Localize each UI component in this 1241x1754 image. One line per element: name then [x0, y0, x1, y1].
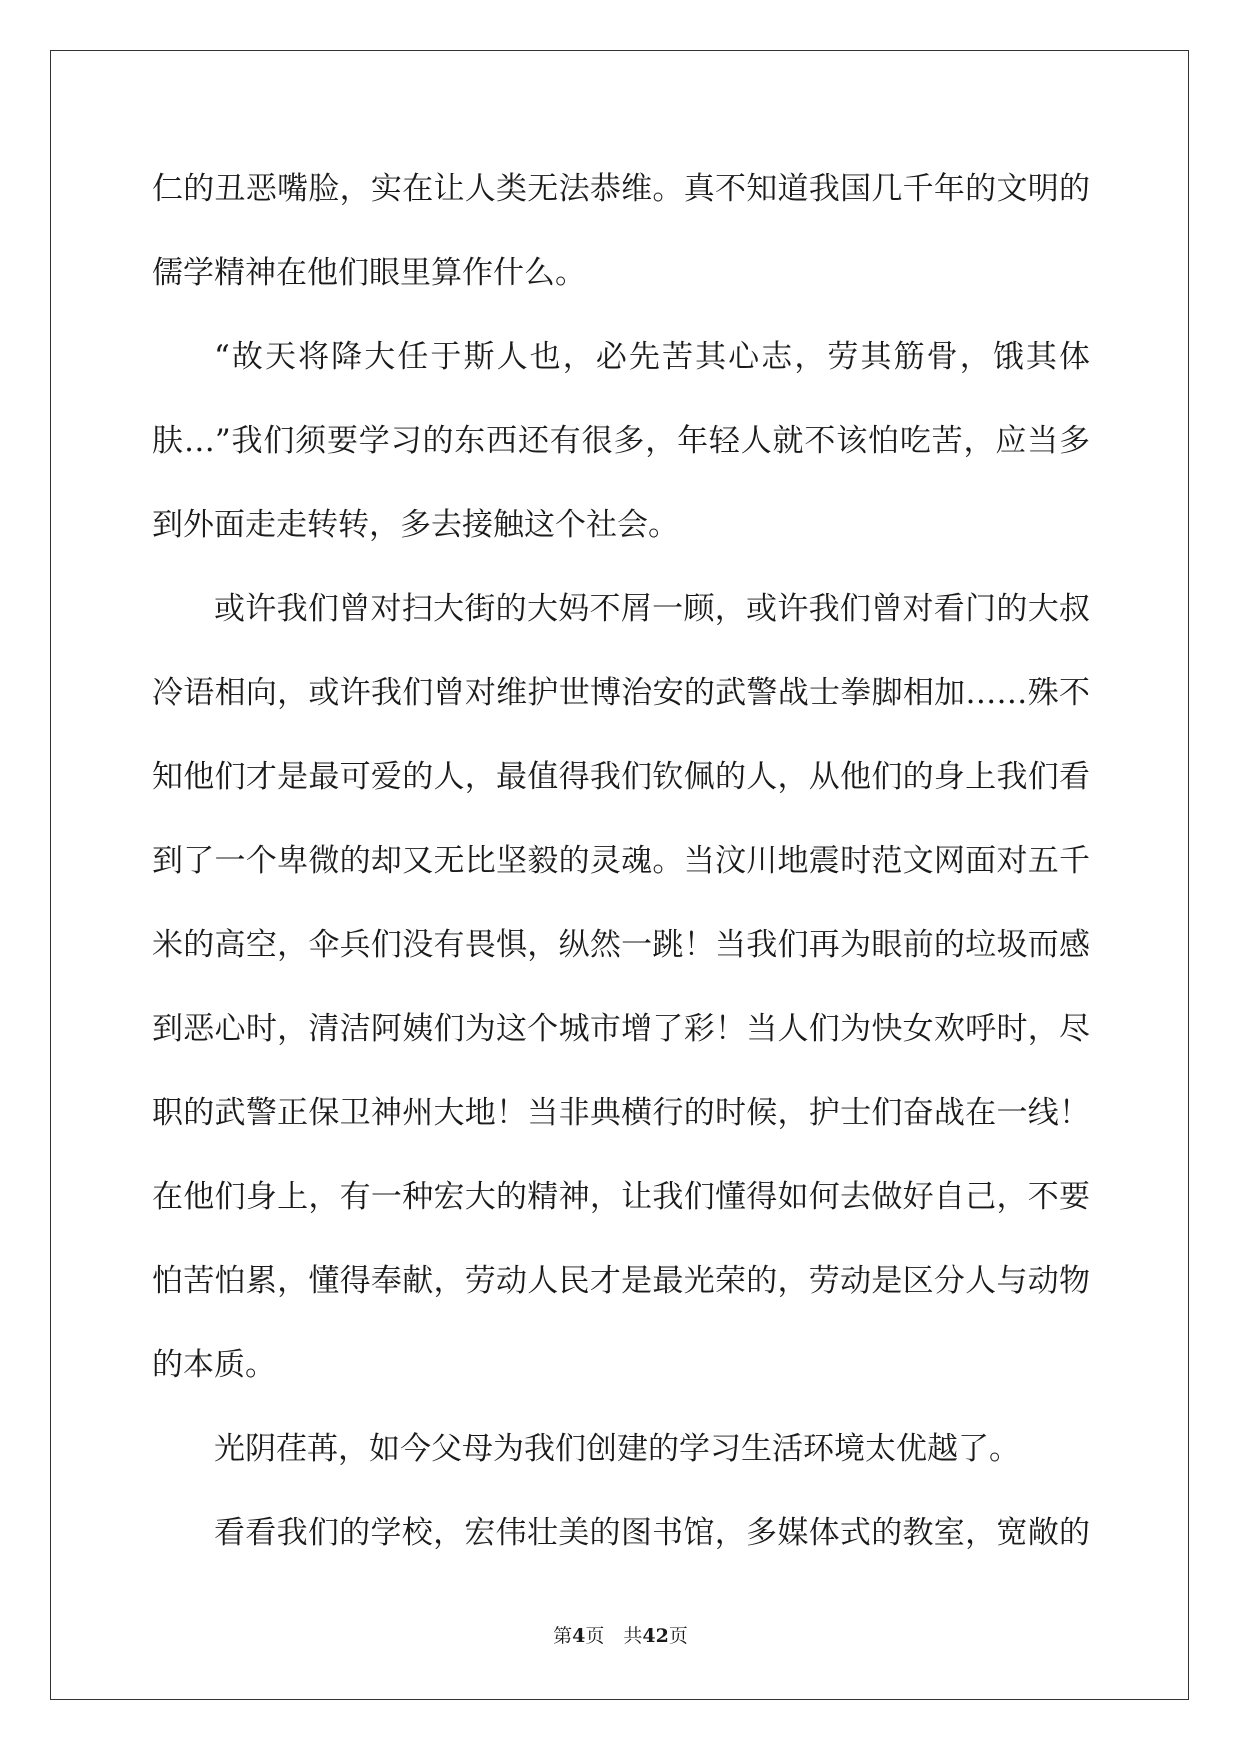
text-line: 儒学精神在他们眼里算作什么。 [152, 255, 586, 291]
text-line: 到外面走走转转，多去接触这个社会。 [152, 507, 679, 543]
text-line: 怕苦怕累，懂得奉献，劳动人民才是最光荣的，劳动是区分人与动物 [152, 1263, 1090, 1299]
text-line: 到了一个卑微的却又无比坚毅的灵魂。当汶川地震时范文网面对五千 [152, 843, 1090, 879]
text-line: 肤…”我们须要学习的东西还有很多，年轻人就不该怕吃苦，应当多 [152, 423, 1090, 459]
text-line: 仁的丑恶嘴脸，实在让人类无法恭维。真不知道我国几千年的文明的 [152, 171, 1090, 207]
text-line: 或许我们曾对扫大街的大妈不屑一顾，或许我们曾对看门的大叔 [214, 591, 1090, 627]
text-line: 职的武警正保卫神州大地！当非典横行的时候，护士们奋战在一线！ [152, 1095, 1090, 1131]
text-line: 看看我们的学校，宏伟壮美的图书馆，多媒体式的教室，宽敞的 [214, 1515, 1090, 1551]
text-line: 冷语相向，或许我们曾对维护世博治安的武警战士拳脚相加……殊不 [152, 675, 1090, 711]
document-body [152, 163, 1090, 1591]
text-line: 的本质。 [152, 1347, 276, 1383]
footer-suffix: 页 [668, 1625, 688, 1647]
text-line: 到恶心时，清洁阿姨们为这个城市增了彩！当人们为快女欢呼时，尽 [152, 1011, 1090, 1047]
total-page-count: 42 [642, 1625, 669, 1647]
text-line: 米的高空，伞兵们没有畏惧，纵然一跳！当我们再为眼前的垃圾而感 [152, 927, 1090, 963]
text-line: 光阴荏苒，如今父母为我们创建的学习生活环境太优越了。 [214, 1431, 1020, 1467]
text-line: 知他们才是最可爱的人，最值得我们钦佩的人，从他们的身上我们看 [152, 759, 1090, 795]
footer-middle: 页 共 [585, 1625, 643, 1647]
text-line: “故天将降大任于斯人也，必先苦其心志，劳其筋骨，饿其体 [214, 339, 1090, 375]
footer-prefix: 第 [553, 1625, 573, 1647]
current-page-number: 4 [572, 1625, 586, 1647]
text-line: 在他们身上，有一种宏大的精神，让我们懂得如何去做好自己，不要 [152, 1179, 1090, 1215]
page-footer [0, 1624, 1241, 1648]
